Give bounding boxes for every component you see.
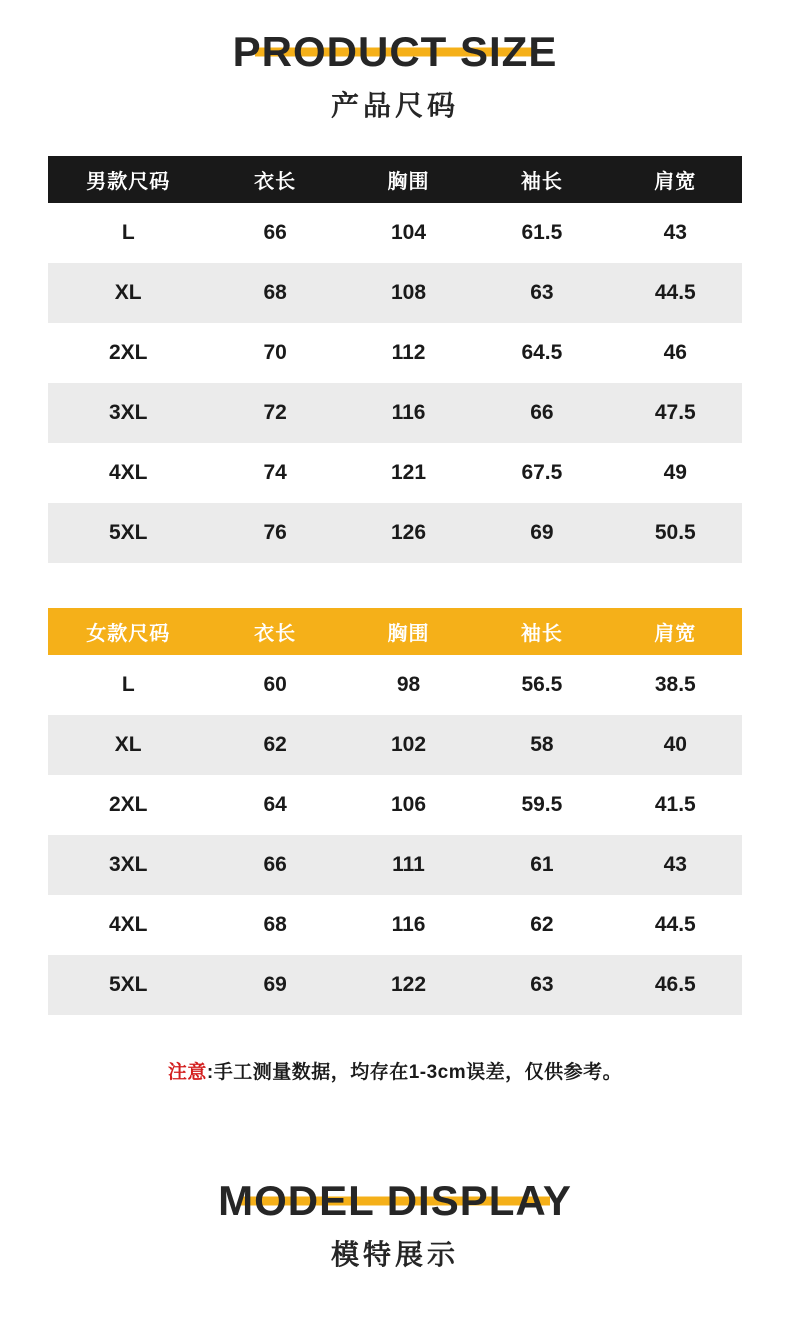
cell-shoulder: 46.5 xyxy=(609,955,742,1015)
table-row xyxy=(48,443,742,503)
table-row xyxy=(48,383,742,443)
cell-sleeve: 63 xyxy=(475,263,608,323)
women-size-table-head xyxy=(48,608,742,655)
table-row xyxy=(48,955,742,1015)
cell-sleeve: 63 xyxy=(475,955,608,1015)
men-header-cell-size: 男款尺码 xyxy=(48,156,208,203)
model-display-heading-en-wrap xyxy=(212,1179,578,1223)
cell-sleeve: 61 xyxy=(475,835,608,895)
cell-shoulder: 50.5 xyxy=(609,503,742,563)
cell-shoulder: 40 xyxy=(609,715,742,775)
cell-shoulder: 44.5 xyxy=(609,263,742,323)
cell-bust: 116 xyxy=(342,383,475,443)
table-row xyxy=(48,835,742,895)
cell-sleeve: 66 xyxy=(475,383,608,443)
cell-bust: 98 xyxy=(342,655,475,715)
cell-sleeve: 56.5 xyxy=(475,655,608,715)
cell-length: 72 xyxy=(208,383,341,443)
women-header-cell-shoulder: 肩宽 xyxy=(609,608,742,655)
cell-length: 68 xyxy=(208,895,341,955)
cell-bust: 126 xyxy=(342,503,475,563)
product-size-title-cn: 产品尺码 xyxy=(330,90,459,122)
cell-bust: 121 xyxy=(342,443,475,503)
men-size-table xyxy=(48,156,742,563)
model-display-heading xyxy=(0,1179,790,1273)
cell-bust: 104 xyxy=(342,203,475,263)
cell-sleeve: 67.5 xyxy=(475,443,608,503)
cell-sleeve: 59.5 xyxy=(475,775,608,835)
cell-length: 60 xyxy=(208,655,341,715)
men-header-cell-bust: 胸围 xyxy=(342,156,475,203)
cell-shoulder: 44.5 xyxy=(609,895,742,955)
cell-sleeve: 64.5 xyxy=(475,323,608,383)
cell-size: L xyxy=(48,203,208,263)
men-header-row xyxy=(48,156,742,203)
cell-bust: 116 xyxy=(342,895,475,955)
cell-length: 66 xyxy=(208,835,341,895)
table-row xyxy=(48,203,742,263)
cell-size: L xyxy=(48,655,208,715)
cell-length: 76 xyxy=(208,503,341,563)
table-row xyxy=(48,775,742,835)
measurement-note-label: 注意 xyxy=(167,1062,207,1084)
table-row xyxy=(48,503,742,563)
women-size-table-wrap xyxy=(0,608,790,1015)
cell-shoulder: 47.5 xyxy=(609,383,742,443)
cell-size: 2XL xyxy=(48,323,208,383)
women-header-cell-length: 衣长 xyxy=(208,608,341,655)
cell-bust: 111 xyxy=(342,835,475,895)
cell-size: 4XL xyxy=(48,443,208,503)
women-size-table xyxy=(48,608,742,1015)
measurement-note-text: :手工测量数据，均存在1-3cm误差，仅供参考。 xyxy=(206,1062,623,1084)
cell-sleeve: 69 xyxy=(475,503,608,563)
cell-bust: 108 xyxy=(342,263,475,323)
cell-length: 62 xyxy=(208,715,341,775)
cell-bust: 112 xyxy=(342,323,475,383)
men-header-cell-sleeve: 袖长 xyxy=(475,156,608,203)
cell-length: 68 xyxy=(208,263,341,323)
men-size-table-wrap xyxy=(0,156,790,563)
table-row xyxy=(48,715,742,775)
cell-sleeve: 61.5 xyxy=(475,203,608,263)
product-size-heading-en-wrap xyxy=(227,30,564,74)
cell-size: 4XL xyxy=(48,895,208,955)
women-size-table-body xyxy=(48,655,742,1015)
cell-shoulder: 41.5 xyxy=(609,775,742,835)
men-size-table-head xyxy=(48,156,742,203)
model-display-title-en: MODEL DISPLAY xyxy=(218,1177,572,1225)
men-size-table-body xyxy=(48,203,742,563)
cell-shoulder: 38.5 xyxy=(609,655,742,715)
table-row xyxy=(48,263,742,323)
table-row xyxy=(48,655,742,715)
cell-size: 3XL xyxy=(48,835,208,895)
cell-shoulder: 49 xyxy=(609,443,742,503)
cell-length: 66 xyxy=(208,203,341,263)
cell-size: XL xyxy=(48,715,208,775)
cell-shoulder: 46 xyxy=(609,323,742,383)
table-row xyxy=(48,323,742,383)
cell-size: 5XL xyxy=(48,955,208,1015)
cell-size: XL xyxy=(48,263,208,323)
women-header-cell-bust: 胸围 xyxy=(342,608,475,655)
cell-bust: 106 xyxy=(342,775,475,835)
women-header-cell-size: 女款尺码 xyxy=(48,608,208,655)
cell-bust: 102 xyxy=(342,715,475,775)
cell-bust: 122 xyxy=(342,955,475,1015)
men-header-cell-shoulder: 肩宽 xyxy=(609,156,742,203)
cell-size: 3XL xyxy=(48,383,208,443)
cell-sleeve: 62 xyxy=(475,895,608,955)
table-row xyxy=(48,895,742,955)
model-display-title-cn: 模特展示 xyxy=(330,1239,459,1271)
men-header-cell-length: 衣长 xyxy=(208,156,341,203)
women-header-cell-sleeve: 袖长 xyxy=(475,608,608,655)
product-size-heading xyxy=(0,0,790,124)
cell-length: 74 xyxy=(208,443,341,503)
cell-sleeve: 58 xyxy=(475,715,608,775)
cell-size: 2XL xyxy=(48,775,208,835)
cell-length: 64 xyxy=(208,775,341,835)
cell-length: 69 xyxy=(208,955,341,1015)
women-header-row xyxy=(48,608,742,655)
cell-shoulder: 43 xyxy=(609,203,742,263)
product-size-title-en: PRODUCT SIZE xyxy=(232,28,558,75)
cell-shoulder: 43 xyxy=(609,835,742,895)
cell-size: 5XL xyxy=(48,503,208,563)
measurement-note xyxy=(0,1057,790,1084)
cell-length: 70 xyxy=(208,323,341,383)
